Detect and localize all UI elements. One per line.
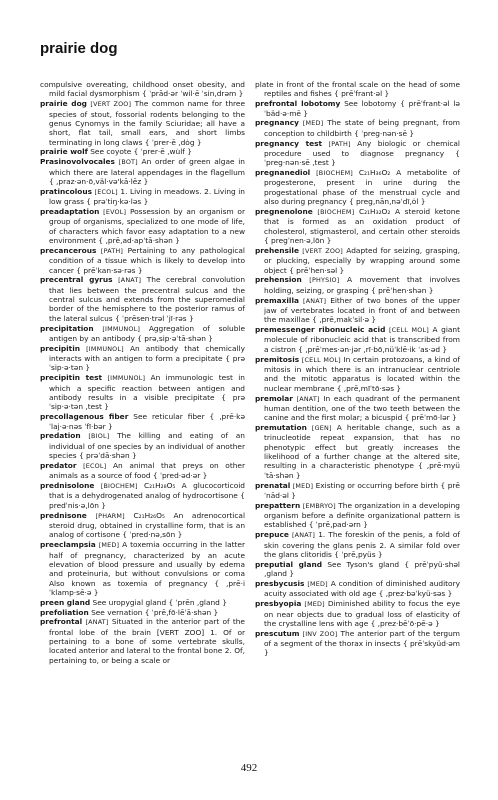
- entry-headword: preputial gland: [255, 559, 322, 569]
- entry-definition: A giant molecule of ribonucleic acid that is transcribed from a cistron { ‚prēˈmes·ən·jər ‚rī·bō‚nüˈklē·ik ˈas·əd }: [264, 325, 460, 354]
- entry-definition: The cerebral convolution that lies between the precentral sulcus and the central sulcus and extends from the superomedial border of the hemisphere to the posterior ramus of the lateral sulcus { ˈprēsen·trəl ˈjī·rəs }: [49, 275, 245, 323]
- dictionary-entry: [255, 599, 460, 628]
- entry-field-label: [ECOL]: [94, 187, 118, 196]
- dictionary-entry: [255, 275, 460, 295]
- entry-field-label: [IMMUNOL]: [102, 324, 141, 333]
- dictionary-entry: [255, 481, 460, 501]
- entry-definition: Adapted for seizing, grasping, or plucking, especially by wrapping around some object { prēˈhen·səl }: [264, 245, 461, 275]
- dictionary-entry: [255, 118, 460, 138]
- dictionary-entry: [40, 187, 245, 207]
- entry-headword: premutation: [255, 423, 307, 433]
- entry-headword: pratincolous: [40, 186, 92, 196]
- dictionary-entry: [255, 325, 460, 354]
- dictionary-entry: [40, 540, 245, 597]
- entry-headword: precipitin: [40, 343, 81, 353]
- left-column: [40, 80, 245, 666]
- entry-headword: prepuce: [255, 530, 289, 540]
- entry-definition: See uropygial gland { ˈprēn ‚gland }: [92, 597, 227, 607]
- entry-definition: Possession by an organism or group of organisms, specialized to one mode of life, of characters which favor easy adaptation to a new environment { ‚prē‚ad·apˈtā·shən }: [49, 206, 245, 245]
- entry-field-label: [BIOCHEM]: [317, 207, 355, 216]
- entry-definition: The common name for three species of stout, fossorial rodents belonging to the genus Cynomys in the family Sciuridae; all have a short, flat tail, small ears, and short limbs terminating in long claws { ˈprer·ē ‚dȯg }: [49, 99, 245, 147]
- dictionary-entry: [255, 394, 460, 423]
- dictionary-entry: [40, 461, 245, 481]
- dictionary-entry: [255, 80, 460, 99]
- entry-definition: See reticular fiber { ‚prē·kəˈlaj·ə·nəs ˈfī·bər }: [49, 412, 245, 431]
- entry-field-label: [BIOCHEM]: [100, 482, 138, 491]
- dictionary-entry: [40, 99, 245, 147]
- dictionary-entry: [255, 355, 460, 393]
- entry-headword: premaxilla: [255, 295, 299, 305]
- dictionary-entry: [255, 139, 460, 168]
- entry-field-label: [CELL MOL]: [388, 326, 429, 335]
- entry-definition: C₂₁H₃₆O₂ A metabolite of progesterone, present in urine during the progestational phase of the menstrual cycle and also during pregnancy { preg‚nān‚nəˈdī‚ȯl }: [264, 168, 460, 207]
- entry-definition: A heritable change, such as a trinucleotide repeat expansion, that has no phenotypic effect but greatly increases the likelihood of a further change at the altered site, resulting in a characteristic phenotype { ‚prē·myüˈtā·shən }: [264, 423, 460, 480]
- entry-field-label: [ANAT]: [303, 296, 327, 305]
- entry-headword: prepattern: [255, 500, 301, 510]
- entry-field-label: [ANAT]: [118, 276, 142, 285]
- entry-field-label: [BIOL]: [88, 432, 110, 441]
- entry-definition: See vernation { ˈprē‚fō·lēˈā·shən }: [91, 607, 219, 617]
- entry-definition: A movement that involves holding, seizing, or grasping { prēˈhen·shən }: [264, 275, 460, 295]
- entry-definition: Pertaining to any pathological condition of a tissue which is likely to develop into cancer { prēˈkan·sə·rəs }: [49, 245, 245, 275]
- dictionary-entry: [40, 207, 245, 245]
- entry-definition: The killing and eating of an individual of one species by an individual of another species { prəˈdā·shən }: [49, 431, 245, 461]
- entry-headword: prairie dog: [40, 99, 87, 109]
- dictionary-entry: [40, 147, 245, 156]
- entry-field-label: [PHYSIO]: [309, 276, 340, 285]
- dictionary-entry: [40, 373, 245, 411]
- entry-definition: Diminished ability to focus the eye on near objects due to gradual loss of elasticity of the crystalline lens with age { ‚prez·bēˈō·pē·ə }: [264, 599, 460, 628]
- entry-headword: prescutum: [255, 628, 300, 638]
- dictionary-entry: [40, 481, 245, 510]
- entry-headword: pregnanediol: [255, 168, 311, 178]
- entry-definition: Aggregation of soluble antigen by an antibody { prə‚sip·əˈtā·shən }: [49, 323, 245, 343]
- entry-definition: In each quadrant of the permanent human dentition, one of the two teeth between the canine and the first molar; a bicuspid { prēˈmō·lər }: [264, 393, 460, 423]
- entry-headword: premessenger ribonucleic acid: [255, 325, 386, 335]
- dictionary-entry: [40, 275, 245, 323]
- entry-field-label: [GEN]: [311, 424, 332, 433]
- entry-definition: An antibody that chemically interacts with an antigen to form a precipitate { prəˈsip·ə·tən }: [49, 343, 246, 373]
- entry-headword: precancerous: [40, 245, 97, 255]
- entry-field-label: [BIOCHEM]: [316, 169, 353, 178]
- entry-field-label: [MED]: [307, 580, 328, 589]
- entry-definition: An order of green algae in which there are lateral appendages in the flagellum { ‚praz·ən·ō‚väl·və'kā·lēz }: [49, 157, 245, 186]
- entry-definition: See lobotomy { prēˈfrant·əl ləˈbäd·ə·mē }: [264, 99, 460, 118]
- entry-field-label: [PATH]: [328, 139, 351, 148]
- dictionary-entry: [40, 246, 245, 275]
- dictionary-entry: [255, 423, 460, 480]
- entry-headword: preeclampsia: [40, 540, 96, 550]
- entry-headword: prairie wolf: [40, 147, 88, 157]
- dictionary-entry: [40, 324, 245, 344]
- entry-headword: premitosis: [255, 354, 300, 364]
- entry-headword: precipitation: [40, 323, 94, 333]
- entry-field-label: [MED]: [302, 119, 324, 128]
- entry-headword: predation: [40, 431, 81, 441]
- dictionary-entry: [40, 412, 245, 431]
- dictionary-entry: [40, 344, 245, 373]
- running-head: prairie dog: [40, 40, 118, 57]
- dictionary-entry: [255, 560, 460, 579]
- entry-headword: prenatal: [255, 480, 291, 490]
- entry-headword: prednisone: [40, 510, 87, 520]
- entry-definition: C₂₁H₂₆O₅ An adrenocortical steroid drug, obtained in crystalline form, that is an analog of cortisone { ˈpred·nə‚sōn }: [49, 510, 245, 540]
- dictionary-entry: [255, 530, 460, 559]
- entry-headword: prefoliation: [40, 607, 89, 617]
- entry-headword: precollagenous fiber: [40, 412, 129, 422]
- entry-headword: pregnenolone: [255, 206, 313, 216]
- entry-field-label: [BOT]: [118, 158, 138, 167]
- entry-definition: Situated in the anterior part of the frontal lobe of the brain [VERT ZOO] 1. Of or pertaining to a bone of some vertebrate skulls, located anterior and lateral to the frontal bone 2. Of, pertaining to, or being a scale or: [49, 617, 245, 665]
- entry-definition: The anterior part of the tergum of a segment of the thorax in insects { prēˈskyüd·əm }: [264, 628, 461, 658]
- entry-definition: compulsive overeating, childhood onset obesity, and mild facial dysmorphism { ˈprād·ər ˈwil·ē ˈsin‚drəm }: [40, 80, 245, 99]
- entry-definition: 1. The foreskin of the penis, a fold of skin covering the glans penis 2. A similar fold over the glans clitoridis { ˈprē‚pyüs }: [264, 530, 460, 559]
- entry-definition: In certain protozoans, a kind of mitosis in which there is an intranuclear centriole and the mitotic apparatus is located within the nuclear membrane { ‚prē‚mīˈtō·səs }: [264, 354, 460, 393]
- entry-field-label: [PATH]: [100, 246, 124, 255]
- entry-definition: The state of being pregnant, from conception to childbirth { ˈpreg·nən·sē }: [264, 118, 461, 138]
- entry-headword: prehension: [255, 275, 302, 285]
- entry-field-label: [MED]: [292, 481, 314, 490]
- entry-field-label: [MED]: [98, 541, 120, 550]
- entry-field-label: [VERT ZOO]: [90, 100, 132, 109]
- entry-field-label: [EVOL]: [103, 207, 127, 216]
- entry-definition: An animal that preys on other animals as a source of food { ˈpred·əd·ər }: [49, 460, 245, 481]
- entry-field-label: [INV ZOO]: [302, 629, 338, 638]
- entry-field-label: [IMMUNOL]: [86, 344, 124, 353]
- entry-definition: A condition of diminished auditory acuity associated with old age { ‚prez·bəˈkyü·səs }: [264, 579, 460, 599]
- entry-field-label: [ECOL]: [83, 461, 107, 470]
- entry-definition: The organization in a developing organism before a definite organizational pattern is established { ˈprē‚pad·ərn }: [264, 500, 460, 530]
- dictionary-entry: [40, 157, 245, 186]
- entry-definition: 1. Living in meadows. 2. Living in low grass { prəˈtiŋ·kə·ləs }: [49, 186, 245, 207]
- dictionary-entry: [255, 168, 460, 206]
- entry-headword: presbyopia: [255, 599, 302, 609]
- dictionary-entry: [40, 431, 245, 460]
- entry-definition: Any biologic or chemical procedure used to diagnose pregnancy { ˈpreg·nən·sē ‚test }: [264, 138, 460, 168]
- entry-headword: Prasinovolvocales: [40, 157, 115, 167]
- entry-field-label: [MED]: [304, 600, 325, 609]
- entry-field-label: [ANAT]: [291, 531, 316, 540]
- dictionary-entry: [255, 296, 460, 325]
- entry-headword: presbycusis: [255, 579, 305, 589]
- entry-field-label: [PHARM]: [95, 511, 125, 520]
- entry-headword: pregnancy test: [255, 138, 323, 148]
- entry-field-label: [CELL MOL]: [301, 355, 341, 364]
- entry-definition: A toxemia occurring in the latter half of pregnancy, characterized by an acute elevation of blood pressure and usually by edema and proteinuria, but without convulsions or coma Also known as toxemia of pregnancy { ‚prē·iˈklamp·sē·ə }: [49, 540, 246, 597]
- dictionary-entry: [40, 511, 245, 540]
- entry-headword: predator: [40, 460, 77, 470]
- entry-field-label: [ANAT]: [296, 394, 320, 403]
- entry-definition: Either of two bones of the upper jaw of vertebrates located in front of and between the maxillae { ‚prē‚makˈsil·ə }: [264, 295, 460, 325]
- dictionary-entry: [40, 617, 245, 665]
- dictionary-entry: [255, 579, 460, 599]
- entry-headword: preadaptation: [40, 206, 100, 216]
- entry-definition: An immunologic test in which a specific reaction between antigen and antibody results in a visible precipitate { prəˈsip·ə·tən ‚test }: [49, 373, 245, 412]
- entry-headword: pregnancy: [255, 118, 299, 128]
- entry-definition: See coyote { ˈprer·ē ‚wu̇lf }: [90, 147, 192, 157]
- entry-headword: precipitin test: [40, 373, 103, 383]
- right-column: [255, 80, 460, 658]
- dictionary-entry: [40, 608, 245, 617]
- entry-headword: precentral gyrus: [40, 275, 113, 285]
- entry-headword: prednisolone: [40, 481, 95, 491]
- entry-definition: C₂₁H₃₂O₂ A steroid ketone that is formed as an oxidation product of cholesterol, stigmasterol, and certain other steroids { pregˈnen·ə‚lōn }: [264, 206, 460, 245]
- dictionary-entry: [40, 598, 245, 607]
- entry-headword: prehensile: [255, 245, 299, 255]
- page-number: 492: [240, 762, 258, 774]
- entry-field-label: [IMMUNOL]: [107, 374, 146, 383]
- dictionary-entry: [255, 246, 460, 275]
- entry-headword: premolar: [255, 393, 293, 403]
- dictionary-entry: [255, 207, 460, 245]
- entry-field-label: [VERT ZOO]: [302, 246, 343, 255]
- entry-field-label: [EMBRYO]: [302, 501, 336, 510]
- entry-definition: See Tyson's gland { prēˈpyü·shəl ‚gland }: [264, 559, 460, 579]
- entry-headword: prefrontal: [40, 617, 83, 627]
- entry-headword: prefrontal lobotomy: [255, 99, 341, 109]
- entry-definition: Existing or occurring before birth { prēˈnād·əl }: [264, 480, 460, 500]
- entry-field-label: [ANAT]: [85, 618, 109, 627]
- dictionary-entry: [255, 501, 460, 530]
- entry-definition: C₂₁H₂₈O₅ A glucocorticoid that is a dehydrogenated analog of hydrocortisone { predˈnis·ə‚lōn }: [49, 481, 245, 510]
- dictionary-entry: [255, 99, 460, 118]
- entry-headword: preen gland: [40, 597, 91, 607]
- dictionary-entry: [255, 629, 460, 658]
- dictionary-entry: [40, 80, 245, 99]
- entry-definition: plate in front of the frontal scale on the head of some reptiles and fishes { prēˈfrant·əl }: [255, 80, 460, 99]
